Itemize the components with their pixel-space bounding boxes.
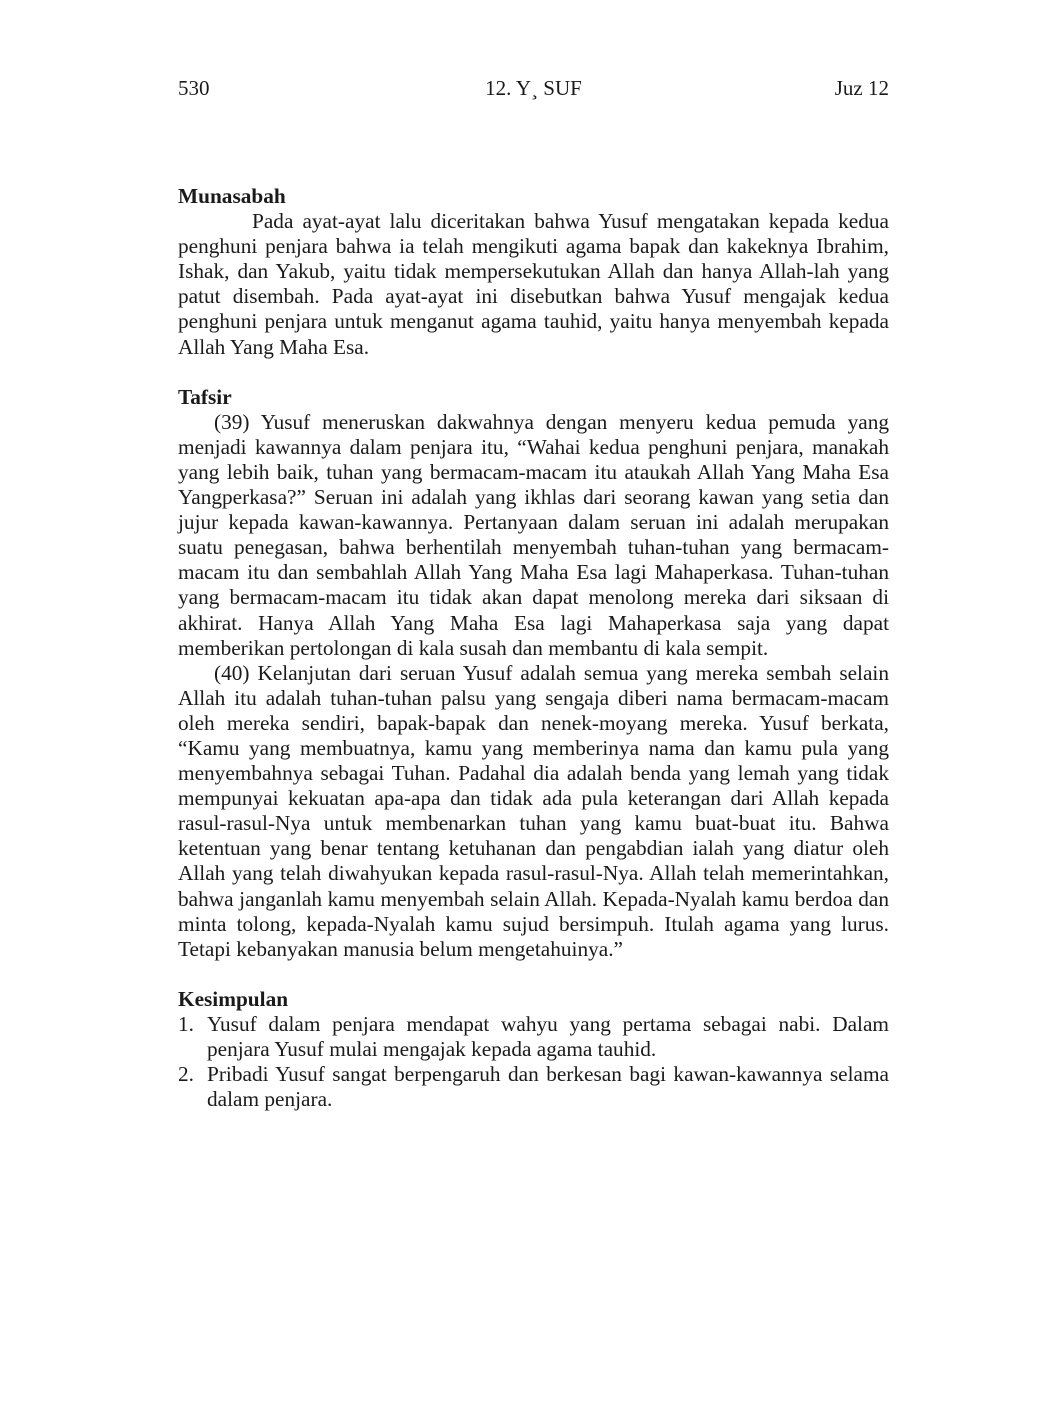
list-item-text: Yusuf dalam penjara mendapat wahyu yang pertama sebagai nabi. Dalam penjara Yusuf mulai mengajak kepada agama tauhid. xyxy=(207,1011,889,1061)
munasabah-heading: Munasabah xyxy=(178,184,286,208)
tafsir-paragraph-40: (40) Kelanjutan dari seruan Yusuf adalah semua yang mereka sembah selain Allah itu adalah tuhan-tuhan palsu yang sengaja diberi nama bermacam-macam oleh mereka sendiri, bapak-bapak dan nenek-moyang mereka. Yusuf berkata, “Kamu yang membuatnya, kamu yang memberinya nama dan kamu pula yang menyembahnya sebagai Tuhan. Padahal dia adalah benda yang lemah yang tidak mempunyai kekuatan apa-apa dan tidak ada pula keterangan dari Allah kepada rasul-rasul-Nya untuk membenarkan tuhan yang kamu buat-buat itu. Bahwa ketentuan yang benar tentang ketuhanan dan pengabdian ialah yang diatur oleh Allah yang telah diwahyukan kepada rasul-rasul-Nya. Allah telah memerintahkan, bahwa janganlah kamu menyembah selain Allah. Kepada-Nyalah kamu berdoa dan minta tolong, kepada-Nyalah kamu sujud bersimpuh. Itulah agama yang lurus. Tetapi kebanyakan manusia belum mengetahuinya.” xyxy=(178,660,889,961)
page-number: 530 xyxy=(178,76,210,100)
kesimpulan-heading: Kesimpulan xyxy=(178,986,289,1011)
juz-label: Juz 12 xyxy=(834,76,889,100)
page-body xyxy=(178,184,889,1112)
munasabah-paragraph: Pada ayat-ayat lalu diceritakan bahwa Yusuf mengatakan kepada kedua penghuni penjara bahwa ia telah mengikuti agama bapak dan kakeknya Ibrahim, Ishak, dan Yakub, yaitu tidak mempersekutukan Allah dan hanya Allah-lah yang patut disembah. Pada ayat-ayat ini disebutkan bahwa Yusuf mengajak kedua penghuni penjara untuk menganut agama tauhid, yaitu hanya menyembah kepada Allah Yang Maha Esa. xyxy=(178,209,889,359)
tafsir-heading: Tafsir xyxy=(178,384,232,409)
page-header xyxy=(178,76,889,102)
list-marker: 2. xyxy=(178,1062,194,1087)
section-spacer xyxy=(178,962,889,987)
section-spacer xyxy=(178,360,889,385)
list-marker: 1. xyxy=(178,1011,194,1036)
tafsir-paragraph-39: (39) Yusuf meneruskan dakwahnya dengan menyeru kedua pemuda yang menjadi kawannya dalam penjara itu, “Wahai kedua penghuni penjara, manakah yang lebih baik, tuhan yang bermacam-macam itu ataukah Allah Yang Maha Esa Yangperkasa?” Seruan ini adalah yang ikhlas dari seorang kawan yang setia dan jujur kepada kawan-kawannya. Pertanyaan dalam seruan ini adalah merupakan suatu penegasan, bahwa berhentilah menyembah tuhan-tuhan yang bermacam-macam itu dan sembahlah Allah Yang Maha Esa lagi Mahaperkasa. Tuhan-tuhan yang bermacam-macam itu tidak akan dapat menolong mereka dari siksaan di akhirat. Hanya Allah Yang Maha Esa lagi Mahaperkasa saja yang dapat memberikan pertolongan di kala susah dan membantu di kala sempit. xyxy=(178,409,889,660)
list-item-text: Pribadi Yusuf sangat berpengaruh dan berkesan bagi kawan-kawannya selama dalam penjara. xyxy=(207,1062,889,1112)
list-item xyxy=(178,1062,889,1112)
kesimpulan-list xyxy=(178,1012,889,1112)
chapter-title: 12. Y¸ SUF xyxy=(485,76,582,100)
list-item xyxy=(178,1012,889,1062)
